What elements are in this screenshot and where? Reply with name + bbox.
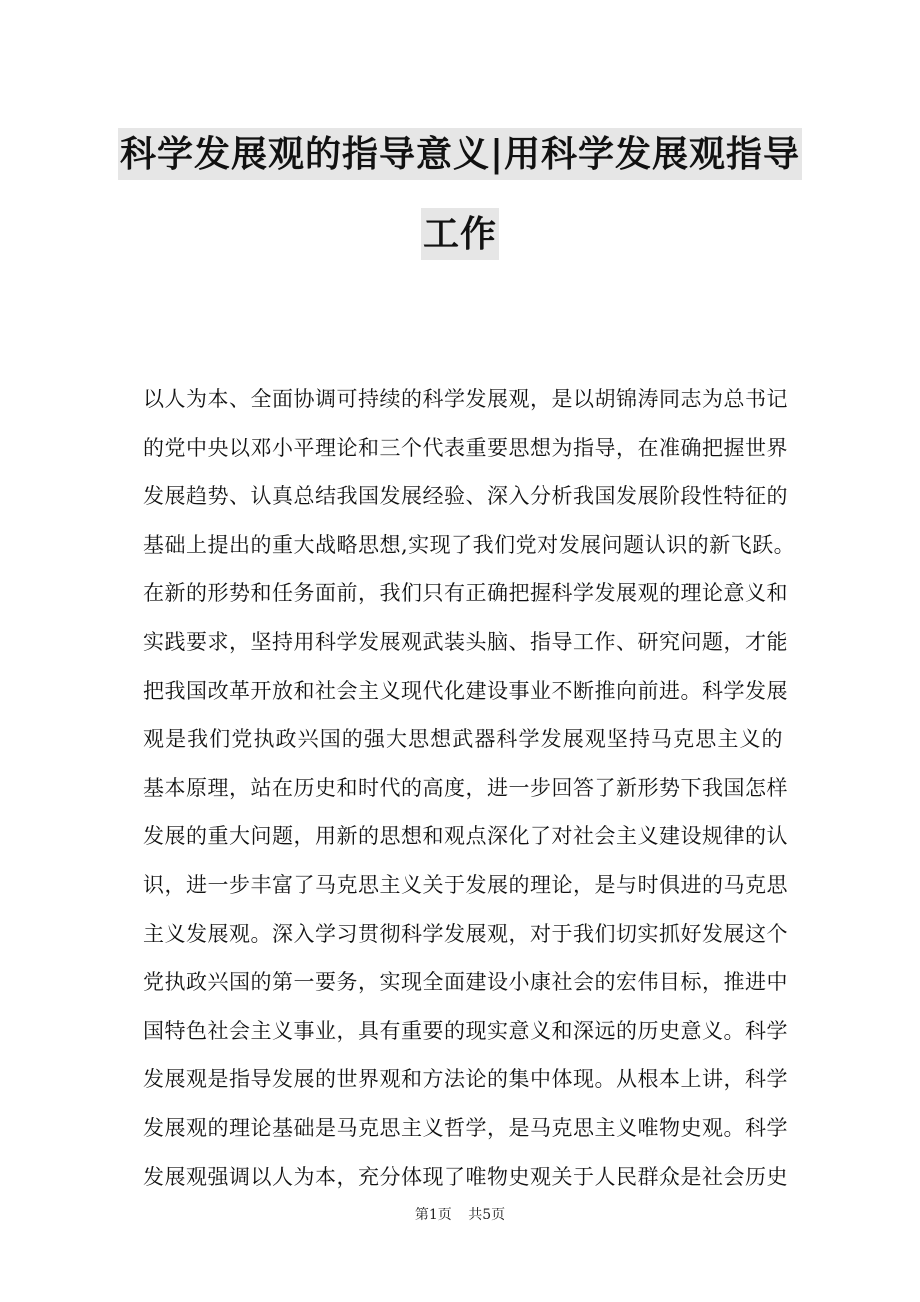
body-line: 实践要求，坚持用科学发展观武装头脑、指导工作、研究问题，才能 — [143, 629, 788, 654]
body-line: 在新的形势和任务面前，我们只有正确把握科学发展观的理论意义和 — [143, 581, 788, 606]
body-line: 基本原理，站在历史和时代的高度，进一步回答了新形势下我国怎样 — [143, 775, 788, 800]
document-title — [0, 120, 920, 260]
body-line: 以人为本、全面协调可持续的科学发展观，是以胡锦涛同志为总书记 — [143, 387, 788, 411]
page-number: 第1页 — [414, 1207, 452, 1223]
body-line: 把我国改革开放和社会主义现代化建设事业不断推向前进。科学发展 — [143, 678, 788, 703]
body-line: 发展观的理论基础是马克思主义哲学，是马克思主义唯物史观。科学 — [143, 1115, 788, 1140]
body-line: 发展的重大问题，用新的思想和观点深化了对社会主义建设规律的认 — [143, 824, 788, 849]
body-paragraph — [143, 375, 796, 1201]
body-line: 基础上提出的重大战略思想,实现了我们党对发展问题认识的新飞跃。 — [143, 532, 796, 557]
body-line: 发展观强调以人为本，充分体现了唯物史观关于人民群众是社会历史 — [143, 1164, 788, 1189]
body-line: 党执政兴国的第一要务，实现全面建设小康社会的宏伟目标，推进中 — [143, 970, 788, 995]
body-line: 发展观是指导发展的世界观和方法论的集中体现。从根本上讲，科学 — [143, 1067, 788, 1092]
body-line: 国特色社会主义事业，具有重要的现实意义和深远的历史意义。科学 — [143, 1018, 788, 1043]
title-line-1: 科学发展观的指导意义|用科学发展观指导 — [118, 128, 802, 180]
body-line: 发展趋势、认真总结我国发展经验、深入分析我国发展阶段性特征的 — [143, 484, 788, 509]
title-line-2: 工作 — [421, 208, 499, 260]
body-line: 主义发展观。深入学习贯彻科学发展观，对于我们切实抓好发展这个 — [143, 921, 788, 946]
body-line: 的党中央以邓小平理论和三个代表重要思想为指导，在准确把握世界 — [143, 435, 788, 460]
page-total: 共5页 — [468, 1207, 506, 1223]
body-line: 观是我们党执政兴国的强大思想武器科学发展观坚持马克思主义的 — [143, 727, 783, 752]
body-line: 识，进一步丰富了马克思主义关于发展的理论，是与时俱进的马克思 — [143, 872, 788, 897]
page-footer — [0, 1205, 920, 1225]
